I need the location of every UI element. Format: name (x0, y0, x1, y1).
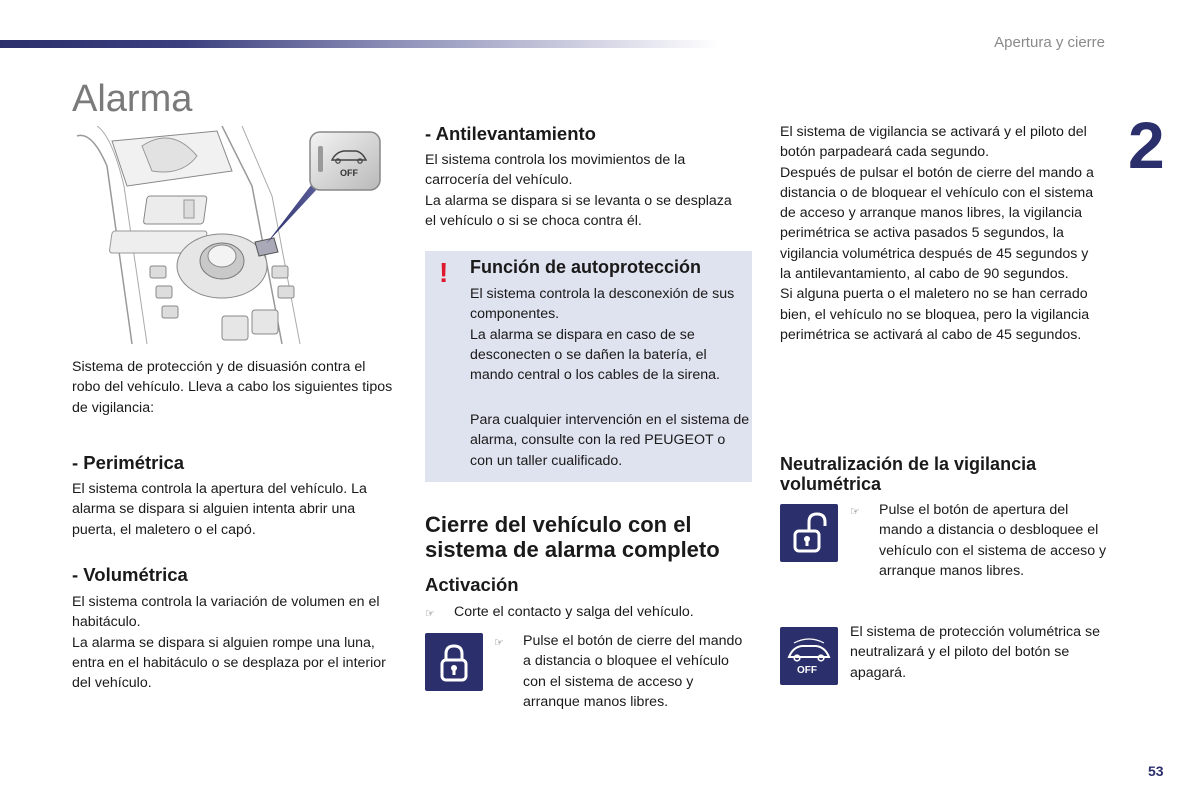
intro-paragraph: Sistema de protección y de disuasión contra el robo del vehículo. Lleva a cabo los siguientes tipos de vigilancia: (72, 359, 393, 416)
off-label: OFF (797, 665, 817, 676)
off-label-illustration: OFF (340, 168, 358, 178)
activacion-bullet-1-text: Corte el contacto y salga del vehículo. (454, 604, 694, 620)
lock-button-icon (425, 633, 483, 691)
neutralizacion-bullet-text: Pulse el botón de apertura del mando a distancia o desbloquee el vehículo con el sistema de acceso y arranque manos libres. (879, 502, 1107, 579)
warning-paragraph-2: La alarma se dispara en caso de se desconecten o se dañen la batería, el mando central o los cables de la sirena. (470, 326, 720, 384)
warning-text (470, 284, 750, 385)
pointing-hand-icon: ☞ (425, 608, 435, 620)
vigilancia-paragraph-2: Después de pulsar el botón de cierre del mando a distancia o de bloquear el vehículo con el sistema de acceso y arranque manos libres, la vigilancia perimétrica se activa pasados 5 segundos, la vigilancia volumétrica después de 45 segundos y la antilevantamiento, al cabo de 90 segundos. (780, 164, 1094, 283)
cierre-title (425, 512, 720, 562)
neutralizacion-text (850, 622, 1105, 683)
neutralizacion-title-line-2: volumétrica (780, 474, 882, 494)
warning-text-2 (470, 410, 750, 471)
antilevantamiento-text (425, 150, 740, 231)
volumetrica-paragraph-1: El sistema controla la variación de volumen en el habitáculo. (72, 594, 380, 631)
page-number: 53 (1148, 763, 1164, 779)
antilevantamiento-paragraph-2: La alarma se dispara si se levanta o se desplaza el vehículo o si se choca contra él. (425, 192, 732, 229)
neutralizacion-title-line-1: Neutralización de la vigilancia (780, 454, 1037, 474)
perimetrica-title: - Perimétrica (72, 452, 185, 473)
volumetrica-paragraph-2: La alarma se dispara si alguien rompe una luna, entra en el habitáculo o se desplaza por el interior del vehículo. (72, 634, 386, 692)
antilevantamiento-title: - Antilevantamiento (425, 123, 596, 144)
section-title: Apertura y cierre (994, 34, 1105, 51)
pointing-hand-icon: ☞ (494, 637, 504, 649)
intro-text (72, 357, 397, 418)
chapter-number: 2 (1128, 108, 1165, 182)
header-bar (0, 40, 720, 48)
cierre-title-line-1: Cierre del vehículo con el (425, 512, 692, 537)
perimetrica-text (72, 479, 397, 540)
page-title: Alarma (72, 78, 193, 120)
warning-icon: ! (439, 257, 449, 288)
activacion-bullet-2-text: Pulse el botón de cierre del mando a distancia o bloquee el vehículo con el sistema de acceso y arranque manos libres. (523, 633, 743, 710)
neutralizacion-title (780, 454, 1036, 494)
vigilancia-paragraph-1: El sistema de vigilancia se activará y el piloto del botón parpadeará cada segundo. (780, 124, 1087, 161)
warning-box (425, 251, 752, 482)
warning-title: Función de autoprotección (470, 257, 702, 277)
cierre-title-line-2: sistema de alarma completo (425, 537, 720, 562)
volumetrica-text (72, 592, 397, 693)
neutralizacion-paragraph: El sistema de protección volumétrica se neutralizará y el piloto del botón se apagará. (850, 624, 1100, 681)
console-illustration (72, 126, 392, 344)
vigilancia-text (780, 122, 1102, 345)
antilevantamiento-paragraph-1: El sistema controla los movimientos de la carrocería del vehículo. (425, 152, 686, 189)
pointing-hand-icon: ☞ (850, 506, 860, 518)
warning-paragraph-1: El sistema controla la desconexión de sus componentes. (470, 286, 735, 323)
unlock-button-icon (780, 504, 838, 562)
vigilancia-paragraph-3: Si alguna puerta o el maletero no se han cerrado bien, el vehículo no se bloquea, pero la vigilancia perimétrica se activará al cabo de 45 segundos. (780, 286, 1090, 343)
activacion-title: Activación (425, 574, 519, 595)
volumetric-off-icon (780, 627, 838, 685)
perimetrica-paragraph: El sistema controla la apertura del vehículo. La alarma se dispara si alguien intenta abrir una puerta, el maletero o el capó. (72, 481, 367, 538)
volumetrica-title: - Volumétrica (72, 564, 188, 585)
warning-paragraph-3: Para cualquier intervención en el sistema de alarma, consulte con la red PEUGEOT o con un taller cualificado. (470, 412, 750, 469)
